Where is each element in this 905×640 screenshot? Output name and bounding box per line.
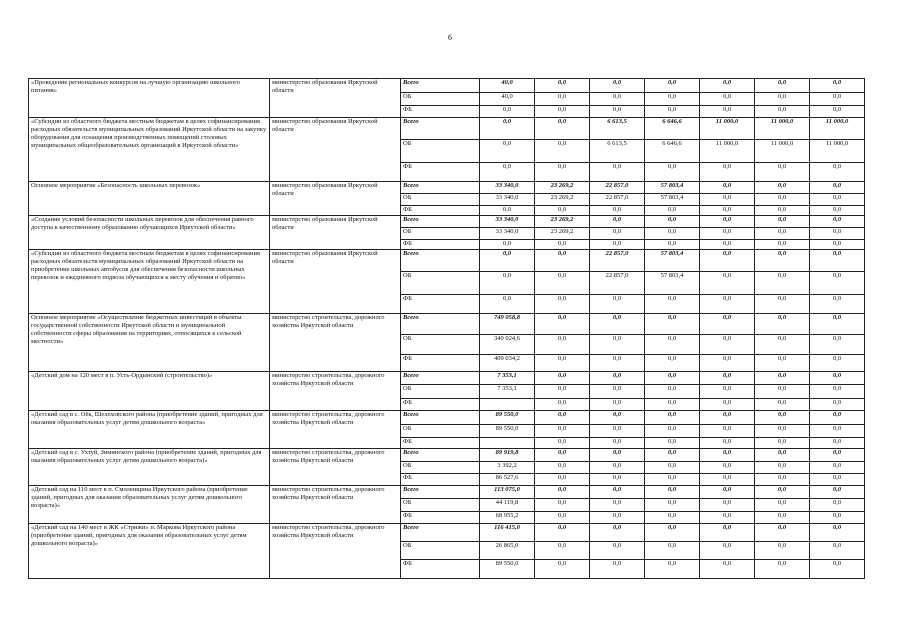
- amount-cell: 0,0: [590, 385, 645, 399]
- amount-cell: 0,0: [755, 228, 810, 240]
- amount-cell: 0,0: [535, 140, 590, 163]
- amount-cell: 0,0: [755, 163, 810, 182]
- amount-cell: 0,0: [535, 542, 590, 560]
- table-row: [29, 250, 865, 272]
- amount-cell: 22 857,0: [590, 194, 645, 206]
- amount-cell: 0,0: [535, 295, 590, 314]
- amount-cell: 0,0: [755, 411, 810, 425]
- amount-cell: 0,0: [535, 272, 590, 295]
- amount-cell: 0,0: [810, 240, 865, 250]
- activity-name-cell: «Детский сад на 110 мест в п. Смоленщина Иркутского района (приобретение зданий, пригодных для оказания образовательных услуг детям дошкольного возраста)»: [29, 486, 270, 524]
- budget-table: [28, 78, 865, 579]
- amount-cell: 0,0: [700, 295, 755, 314]
- amount-cell: 0,0: [645, 499, 700, 512]
- funding-source-cell: Всего: [401, 182, 480, 194]
- amount-cell: 0,0: [480, 240, 535, 250]
- amount-cell: 0,0: [535, 425, 590, 438]
- funding-source-cell: ОБ: [401, 272, 480, 295]
- funding-source-cell: ФБ: [401, 206, 480, 216]
- amount-cell: 11 000,0: [755, 140, 810, 163]
- amount-cell: 0,0: [755, 474, 810, 486]
- amount-cell: 6 613,5: [590, 140, 645, 163]
- amount-cell: 0,0: [645, 411, 700, 425]
- amount-cell: 40,0: [480, 79, 535, 93]
- amount-cell: 116 415,0: [480, 524, 535, 542]
- amount-cell: 86 527,6: [480, 474, 535, 486]
- amount-cell: 11 000,0: [810, 140, 865, 163]
- funding-source-cell: ФБ: [401, 163, 480, 182]
- funding-source-cell: ФБ: [401, 355, 480, 372]
- amount-cell: 57 803,4: [645, 194, 700, 206]
- funding-source-cell: Всего: [401, 411, 480, 425]
- amount-cell: 0,0: [755, 206, 810, 216]
- amount-cell: 7 353,1: [480, 372, 535, 385]
- funding-source-cell: ОБ: [401, 542, 480, 560]
- amount-cell: 0,0: [755, 79, 810, 93]
- amount-cell: 0,0: [590, 542, 645, 560]
- amount-cell: 0,0: [810, 216, 865, 228]
- amount-cell: 0,0: [480, 140, 535, 163]
- amount-cell: 68 955,2: [480, 512, 535, 524]
- amount-cell: [480, 399, 535, 411]
- amount-cell: 0,0: [700, 163, 755, 182]
- amount-cell: 0,0: [700, 438, 755, 449]
- amount-cell: 0,0: [645, 295, 700, 314]
- amount-cell: 0,0: [810, 355, 865, 372]
- amount-cell: 0,0: [700, 499, 755, 512]
- amount-cell: 0,0: [755, 355, 810, 372]
- amount-cell: 0,0: [590, 206, 645, 216]
- amount-cell: 0,0: [535, 93, 590, 106]
- amount-cell: 0,0: [700, 524, 755, 542]
- amount-cell: 22 857,0: [590, 182, 645, 194]
- amount-cell: 0,0: [590, 474, 645, 486]
- amount-cell: 0,0: [810, 399, 865, 411]
- funding-source-cell: ОБ: [401, 385, 480, 399]
- amount-cell: 0,0: [700, 194, 755, 206]
- amount-cell: 0,0: [810, 524, 865, 542]
- amount-cell: 6 646,6: [645, 140, 700, 163]
- amount-cell: 0,0: [535, 438, 590, 449]
- amount-cell: 0,0: [810, 425, 865, 438]
- amount-cell: 0,0: [480, 163, 535, 182]
- amount-cell: 0,0: [810, 499, 865, 512]
- amount-cell: 0,0: [645, 425, 700, 438]
- amount-cell: 0,0: [700, 216, 755, 228]
- amount-cell: 22 857,0: [590, 250, 645, 272]
- amount-cell: 0,0: [700, 372, 755, 385]
- responsible-executor-cell: министерство образования Иркутской области: [270, 79, 401, 118]
- funding-source-cell: Всего: [401, 524, 480, 542]
- amount-cell: 0,0: [700, 182, 755, 194]
- activity-name-cell: «Субсидии из областного бюджета местным бюджетам в целях софинансирования расходных обязательств муниципальных образований Иркутской области на закупку оборудования для оснащения производственных помещений столовых муниципальных общеобразовательных организаций в Иркутской области»: [29, 118, 270, 182]
- amount-cell: 0,0: [755, 194, 810, 206]
- amount-cell: 11 000,0: [700, 118, 755, 140]
- table-row: [29, 118, 865, 140]
- amount-cell: 0,0: [480, 118, 535, 140]
- amount-cell: 0,0: [645, 512, 700, 524]
- amount-cell: 0,0: [700, 411, 755, 425]
- amount-cell: 0,0: [700, 355, 755, 372]
- funding-source-cell: ОБ: [401, 499, 480, 512]
- amount-cell: 0,0: [755, 449, 810, 462]
- table-row: [29, 79, 865, 93]
- amount-cell: 0,0: [755, 295, 810, 314]
- amount-cell: 89 550,0: [480, 425, 535, 438]
- funding-source-cell: Всего: [401, 250, 480, 272]
- amount-cell: 0,0: [535, 314, 590, 335]
- funding-source-cell: Всего: [401, 449, 480, 462]
- amount-cell: 23 269,2: [535, 194, 590, 206]
- amount-cell: 0,0: [645, 486, 700, 499]
- amount-cell: 57 803,4: [645, 272, 700, 295]
- funding-source-cell: Всего: [401, 216, 480, 228]
- responsible-executor-cell: министерство строительства, дорожного хозяйства Иркутской области: [270, 411, 401, 449]
- amount-cell: 0,0: [535, 474, 590, 486]
- amount-cell: 0,0: [755, 182, 810, 194]
- amount-cell: 0,0: [535, 240, 590, 250]
- table-row: [29, 411, 865, 425]
- amount-cell: 0,0: [645, 335, 700, 355]
- amount-cell: 0,0: [755, 240, 810, 250]
- activity-name-cell: Основное мероприятие «Безопасность школьных перевозок»: [29, 182, 270, 216]
- amount-cell: 0,0: [645, 385, 700, 399]
- amount-cell: 33 340,0: [480, 228, 535, 240]
- funding-source-cell: ОБ: [401, 93, 480, 106]
- amount-cell: 0,0: [810, 449, 865, 462]
- amount-cell: 0,0: [590, 79, 645, 93]
- amount-cell: 0,0: [645, 240, 700, 250]
- amount-cell: 0,0: [755, 438, 810, 449]
- amount-cell: 0,0: [645, 228, 700, 240]
- funding-source-cell: ФБ: [401, 560, 480, 579]
- amount-cell: 0,0: [535, 372, 590, 385]
- responsible-executor-cell: министерство строительства, дорожного хозяйства Иркутской области: [270, 314, 401, 372]
- amount-cell: 0,0: [535, 462, 590, 474]
- amount-cell: 33 340,0: [480, 216, 535, 228]
- amount-cell: 0,0: [810, 79, 865, 93]
- amount-cell: 0,0: [810, 106, 865, 118]
- amount-cell: 0,0: [590, 335, 645, 355]
- amount-cell: 0,0: [645, 438, 700, 449]
- funding-source-cell: Всего: [401, 118, 480, 140]
- funding-source-cell: ФБ: [401, 399, 480, 411]
- amount-cell: 0,0: [755, 425, 810, 438]
- amount-cell: 0,0: [645, 399, 700, 411]
- funding-source-cell: ФБ: [401, 512, 480, 524]
- funding-source-cell: ОБ: [401, 335, 480, 355]
- amount-cell: 0,0: [645, 474, 700, 486]
- funding-source-cell: ОБ: [401, 194, 480, 206]
- amount-cell: 0,0: [755, 372, 810, 385]
- page-number: 6: [448, 33, 452, 42]
- amount-cell: 0,0: [810, 372, 865, 385]
- amount-cell: 40,0: [480, 93, 535, 106]
- activity-name-cell: Основное мероприятие «Осуществление бюджетных инвестиций в объекты государственной собственности Иркутской области и муниципальной собственности сферы образования на территориях, относящихся к сельской местности»: [29, 314, 270, 372]
- amount-cell: 11 000,0: [700, 140, 755, 163]
- amount-cell: 0,0: [700, 228, 755, 240]
- amount-cell: 0,0: [590, 163, 645, 182]
- amount-cell: 0,0: [645, 449, 700, 462]
- amount-cell: 0,0: [755, 314, 810, 335]
- amount-cell: 0,0: [535, 524, 590, 542]
- amount-cell: 0,0: [645, 106, 700, 118]
- amount-cell: 0,0: [810, 486, 865, 499]
- amount-cell: 0,0: [535, 512, 590, 524]
- amount-cell: 33 340,0: [480, 182, 535, 194]
- amount-cell: [480, 438, 535, 449]
- amount-cell: 0,0: [645, 206, 700, 216]
- table-row: [29, 524, 865, 542]
- amount-cell: 0,0: [535, 411, 590, 425]
- amount-cell: 0,0: [590, 512, 645, 524]
- amount-cell: 0,0: [810, 314, 865, 335]
- funding-source-cell: ФБ: [401, 474, 480, 486]
- amount-cell: 0,0: [755, 524, 810, 542]
- amount-cell: 409 034,2: [480, 355, 535, 372]
- table-row: [29, 449, 865, 462]
- amount-cell: 0,0: [700, 449, 755, 462]
- funding-source-cell: ОБ: [401, 228, 480, 240]
- amount-cell: 0,0: [535, 163, 590, 182]
- amount-cell: 0,0: [590, 425, 645, 438]
- amount-cell: 0,0: [700, 272, 755, 295]
- amount-cell: 0,0: [700, 425, 755, 438]
- amount-cell: 3 392,2: [480, 462, 535, 474]
- activity-name-cell: «Детский сад в с. Ухтуй, Зиминского района (приобретение зданий, пригодных для оказания образовательных услуг детям дошкольного возраста)»: [29, 449, 270, 486]
- amount-cell: 0,0: [480, 206, 535, 216]
- amount-cell: 0,0: [810, 194, 865, 206]
- amount-cell: 7 353,1: [480, 385, 535, 399]
- funding-source-cell: ФБ: [401, 438, 480, 449]
- responsible-executor-cell: министерство образования Иркутской области: [270, 118, 401, 182]
- amount-cell: 0,0: [480, 272, 535, 295]
- amount-cell: 0,0: [535, 335, 590, 355]
- amount-cell: 0,0: [590, 372, 645, 385]
- amount-cell: 340 024,6: [480, 335, 535, 355]
- amount-cell: 0,0: [645, 93, 700, 106]
- amount-cell: 11 000,0: [810, 118, 865, 140]
- amount-cell: 0,0: [590, 93, 645, 106]
- amount-cell: 0,0: [645, 560, 700, 579]
- amount-cell: 0,0: [590, 399, 645, 411]
- amount-cell: 0,0: [700, 106, 755, 118]
- amount-cell: 0,0: [535, 449, 590, 462]
- amount-cell: 57 803,4: [645, 250, 700, 272]
- activity-name-cell: «Детский дом на 120 мест в п. Усть-Ордынский (строительство)»: [29, 372, 270, 411]
- amount-cell: 0,0: [590, 411, 645, 425]
- amount-cell: 0,0: [700, 385, 755, 399]
- amount-cell: 0,0: [590, 524, 645, 542]
- amount-cell: 0,0: [700, 486, 755, 499]
- table-row: [29, 216, 865, 228]
- amount-cell: 0,0: [535, 79, 590, 93]
- amount-cell: 0,0: [535, 355, 590, 372]
- amount-cell: 0,0: [755, 542, 810, 560]
- amount-cell: 23 269,2: [535, 228, 590, 240]
- funding-source-cell: ФБ: [401, 240, 480, 250]
- amount-cell: 0,0: [590, 295, 645, 314]
- amount-cell: 0,0: [700, 542, 755, 560]
- activity-name-cell: «Проведение региональных конкурсов на лучшую организацию школьного питания»: [29, 79, 270, 118]
- amount-cell: 11 000,0: [755, 118, 810, 140]
- amount-cell: 0,0: [700, 335, 755, 355]
- amount-cell: 0,0: [755, 385, 810, 399]
- amount-cell: 0,0: [480, 250, 535, 272]
- amount-cell: 0,0: [535, 118, 590, 140]
- activity-name-cell: «Детский сад в с. Оёк, Шелеховского района (приобретение зданий, пригодных для оказания образовательных услуг детям дошкольного возраста»: [29, 411, 270, 449]
- amount-cell: 0,0: [755, 335, 810, 355]
- table-row: [29, 182, 865, 194]
- amount-cell: 23 269,2: [535, 216, 590, 228]
- amount-cell: 0,0: [810, 542, 865, 560]
- amount-cell: 0,0: [700, 314, 755, 335]
- amount-cell: 0,0: [590, 438, 645, 449]
- amount-cell: 0,0: [755, 250, 810, 272]
- responsible-executor-cell: министерство строительства, дорожного хозяйства Иркутской области: [270, 372, 401, 411]
- amount-cell: 0,0: [535, 106, 590, 118]
- table-row: [29, 314, 865, 335]
- amount-cell: 0,0: [810, 335, 865, 355]
- amount-cell: 0,0: [535, 250, 590, 272]
- funding-source-cell: Всего: [401, 486, 480, 499]
- amount-cell: 22 857,0: [590, 272, 645, 295]
- amount-cell: 0,0: [645, 524, 700, 542]
- amount-cell: 0,0: [645, 79, 700, 93]
- amount-cell: 0,0: [810, 462, 865, 474]
- activity-name-cell: «Субсидии из областного бюджета местным бюджетам в целях софинансирования расходных обязательств муниципальных образований Иркутской области на приобретение школьных автобусов для обеспечения безопасности школьных перевозок и ежедневного подвоза обучающихся к месту обучения и обратно»: [29, 250, 270, 314]
- amount-cell: 0,0: [535, 206, 590, 216]
- responsible-executor-cell: министерство строительства, дорожного хозяйства Иркутской области: [270, 524, 401, 579]
- amount-cell: 0,0: [755, 486, 810, 499]
- amount-cell: 0,0: [535, 499, 590, 512]
- amount-cell: 0,0: [810, 474, 865, 486]
- amount-cell: 89 919,8: [480, 449, 535, 462]
- amount-cell: 0,0: [535, 399, 590, 411]
- amount-cell: 0,0: [700, 474, 755, 486]
- amount-cell: 0,0: [700, 560, 755, 579]
- amount-cell: 0,0: [590, 314, 645, 335]
- amount-cell: 0,0: [590, 355, 645, 372]
- amount-cell: 0,0: [590, 499, 645, 512]
- amount-cell: 0,0: [810, 228, 865, 240]
- amount-cell: 0,0: [700, 93, 755, 106]
- amount-cell: 0,0: [590, 449, 645, 462]
- responsible-executor-cell: министерство образования Иркутской области: [270, 250, 401, 314]
- amount-cell: 0,0: [535, 486, 590, 499]
- table-row: [29, 372, 865, 385]
- amount-cell: 0,0: [590, 106, 645, 118]
- amount-cell: 0,0: [590, 216, 645, 228]
- amount-cell: 0,0: [700, 399, 755, 411]
- amount-cell: 0,0: [755, 512, 810, 524]
- amount-cell: 0,0: [700, 250, 755, 272]
- amount-cell: 0,0: [810, 438, 865, 449]
- amount-cell: 0,0: [755, 499, 810, 512]
- amount-cell: 0,0: [645, 163, 700, 182]
- amount-cell: 749 058,8: [480, 314, 535, 335]
- table-row: [29, 486, 865, 499]
- amount-cell: 0,0: [700, 240, 755, 250]
- funding-source-cell: Всего: [401, 79, 480, 93]
- amount-cell: 0,0: [810, 206, 865, 216]
- amount-cell: 0,0: [700, 512, 755, 524]
- amount-cell: 0,0: [810, 272, 865, 295]
- amount-cell: 0,0: [810, 182, 865, 194]
- amount-cell: 0,0: [755, 399, 810, 411]
- amount-cell: 0,0: [810, 250, 865, 272]
- amount-cell: 6 646,6: [645, 118, 700, 140]
- amount-cell: 0,0: [700, 462, 755, 474]
- amount-cell: 0,0: [590, 240, 645, 250]
- amount-cell: 0,0: [700, 206, 755, 216]
- amount-cell: 0,0: [755, 106, 810, 118]
- responsible-executor-cell: министерство строительства, дорожного хозяйства Иркутской области: [270, 449, 401, 486]
- funding-source-cell: ОБ: [401, 462, 480, 474]
- funding-source-cell: ОБ: [401, 140, 480, 163]
- amount-cell: 0,0: [645, 355, 700, 372]
- funding-source-cell: Всего: [401, 314, 480, 335]
- amount-cell: 44 119,8: [480, 499, 535, 512]
- amount-cell: 33 340,0: [480, 194, 535, 206]
- amount-cell: 0,0: [810, 560, 865, 579]
- amount-cell: 26 865,0: [480, 542, 535, 560]
- activity-name-cell: «Детский сад на 140 мест в ЖК «Стрижи» п. Маркова Иркутского района (приобретение зданий, пригодных для оказания образовательных услуг детям дошкольного возраста)»: [29, 524, 270, 579]
- amount-cell: 0,0: [755, 560, 810, 579]
- amount-cell: 113 075,0: [480, 486, 535, 499]
- amount-cell: 0,0: [810, 512, 865, 524]
- responsible-executor-cell: министерство образования Иркутской области: [270, 216, 401, 250]
- amount-cell: 0,0: [535, 560, 590, 579]
- amount-cell: 0,0: [590, 228, 645, 240]
- amount-cell: 0,0: [645, 542, 700, 560]
- amount-cell: 23 269,2: [535, 182, 590, 194]
- amount-cell: 0,0: [480, 106, 535, 118]
- funding-source-cell: ОБ: [401, 425, 480, 438]
- amount-cell: 0,0: [645, 314, 700, 335]
- amount-cell: 57 803,4: [645, 182, 700, 194]
- amount-cell: 0,0: [590, 560, 645, 579]
- amount-cell: 0,0: [810, 93, 865, 106]
- amount-cell: 89 550,0: [480, 560, 535, 579]
- amount-cell: 0,0: [755, 462, 810, 474]
- amount-cell: 0,0: [645, 372, 700, 385]
- activity-name-cell: «Создание условий безопасности школьных перевозок для обеспечения равного доступа к качественному образованию обучающихся Иркутской области»: [29, 216, 270, 250]
- responsible-executor-cell: министерство образования Иркутской области: [270, 182, 401, 216]
- amount-cell: 89 550,0: [480, 411, 535, 425]
- amount-cell: 0,0: [755, 272, 810, 295]
- amount-cell: 0,0: [645, 216, 700, 228]
- amount-cell: 0,0: [810, 295, 865, 314]
- funding-source-cell: ФБ: [401, 106, 480, 118]
- amount-cell: 0,0: [535, 385, 590, 399]
- amount-cell: 0,0: [480, 295, 535, 314]
- amount-cell: 0,0: [590, 486, 645, 499]
- amount-cell: 0,0: [755, 93, 810, 106]
- amount-cell: 0,0: [590, 462, 645, 474]
- funding-source-cell: Всего: [401, 372, 480, 385]
- funding-source-cell: ФБ: [401, 295, 480, 314]
- amount-cell: 0,0: [755, 216, 810, 228]
- amount-cell: 0,0: [810, 163, 865, 182]
- amount-cell: 6 613,5: [590, 118, 645, 140]
- responsible-executor-cell: министерство строительства, дорожного хозяйства Иркутской области: [270, 486, 401, 524]
- amount-cell: 0,0: [700, 79, 755, 93]
- amount-cell: 0,0: [810, 385, 865, 399]
- amount-cell: 0,0: [810, 411, 865, 425]
- amount-cell: 0,0: [645, 462, 700, 474]
